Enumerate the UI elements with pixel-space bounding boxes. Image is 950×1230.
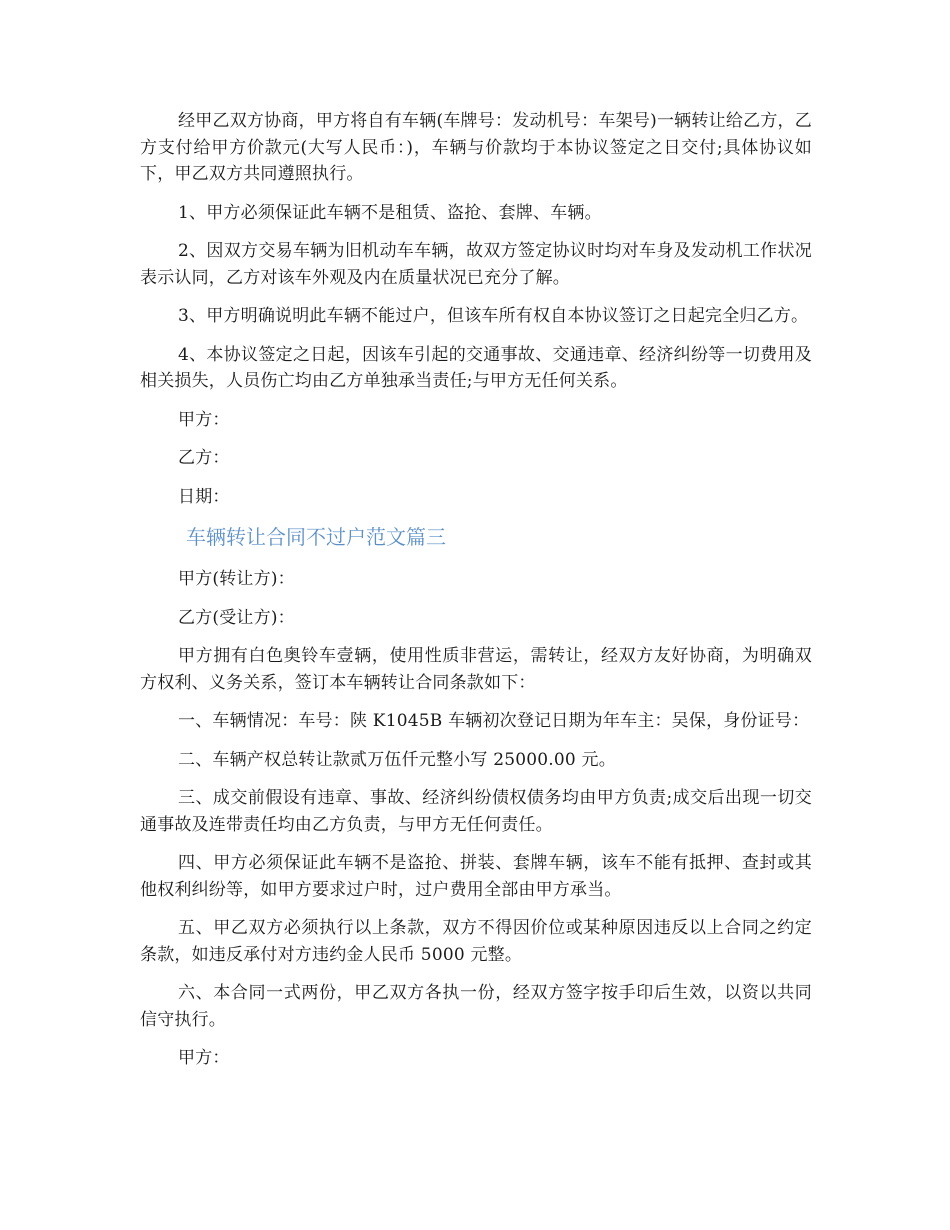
party-b-transferee: 乙方(受让方)：	[178, 607, 295, 628]
document-page	[140, 108, 812, 1084]
clause-4: 4、本协议签定之日起，因该车引起的交通事故、交通违章、经济纠纷等一切费用及相关损失，人员伤亡均由乙方单独承当责任;与甲方无任何关系。	[140, 344, 812, 391]
party-a-transferor: 甲方(转让方)：	[178, 569, 295, 589]
article-5-breach: 五、甲乙双方必须执行以上条款，双方不得因价位或某种原因违反以上合同之约定条款，如违反承付对方违约金人民币 5000 元整。	[140, 918, 812, 965]
intro-paragraph: 经甲乙双方协商，甲方将自有车辆(车牌号：发动机号：车架号)一辆转让给乙方，乙方支付给甲方价款元(大写人民币：)，车辆与价款均于本协议签定之日交付;具体协议如下，甲乙双方共同遵照执行。	[140, 111, 812, 184]
clause-2: 2、因双方交易车辆为旧机动车车辆，故双方签定协议时均对车身及发动机工作状况表示认同，乙方对该车外观及内在质量状况已充分了解。	[140, 241, 812, 288]
party-b-signature-line: 乙方：	[178, 448, 230, 468]
clause-3: 3、甲方明确说明此车辆不能过户，但该车所有权自本协议签订之日起完全归乙方。	[178, 306, 809, 326]
party-a-signature-line: 甲方：	[178, 409, 230, 430]
date-line: 日期：	[178, 486, 230, 507]
clause-1: 1、甲方必须保证此车辆不是租赁、盗抢、套牌、车辆。	[178, 202, 602, 223]
contract-preamble: 甲方拥有白色奥铃车壹辆，使用性质非营运，需转让，经双方友好协商，为明确双方权利、义务关系，签订本车辆转让合同条款如下：	[140, 646, 812, 693]
article-2-price: 二、车辆产权总转让款贰万伍仟元整小写 25000.00 元。	[178, 749, 616, 770]
article-4-guarantee: 四、甲方必须保证此车辆不是盗抢、拼装、套牌车辆，该车不能有抵押、查封或其他权利纠纷等，如甲方要求过户时，过户费用全部由甲方承当。	[140, 853, 812, 900]
section-heading: 车辆转让合同不过户范文篇三	[186, 525, 446, 549]
article-3-liability: 三、成交前假设有违章、事故、经济纠纷债权债务均由甲方负责;成交后出现一切交通事故及连带责任均由乙方负责，与甲方无任何责任。	[140, 788, 812, 835]
article-1-vehicle-info: 一、车辆情况：车号：陕 K1045B 车辆初次登记日期为年车主：吴保，身份证号：	[178, 711, 810, 731]
article-6-copies: 六、本合同一式两份，甲乙双方各执一份，经双方签字按手印后生效，以资以共同信守执行。	[140, 983, 812, 1030]
party-a-signature-line-2: 甲方：	[178, 1048, 230, 1068]
